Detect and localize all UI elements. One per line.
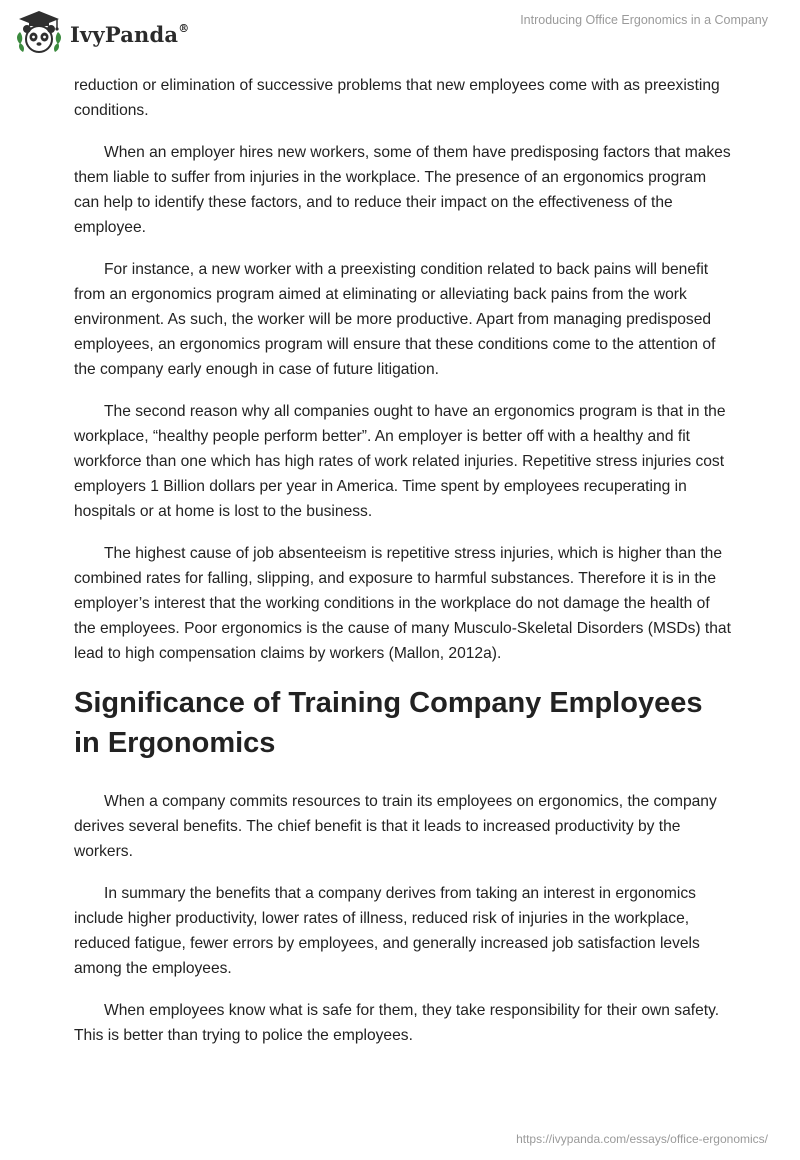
paragraph: The highest cause of job absenteeism is repetitive stress injuries, which is higher than the combined rates for falling, slipping, and exposure to harmful substances. Therefore it is in the employer’s interest that the working conditions in the workplace do not damage the health of the employees. Poor ergonomics is the cause of many Musculo-Skeletal Disorders (MSDs) that lead to high compensation claims by workers (Mallon, 2012a). [74,545,731,662]
paragraph: When an employer hires new workers, some of them have predisposing factors that makes them liable to suffer from injuries in the workplace. The presence of an ergonomics program can help to identify these factors, and to reduce their impact on the effectiveness of the employee. [74,144,731,236]
panda-graduate-icon [14,8,64,58]
paragraph: For instance, a new worker with a preexisting condition related to back pains will benefit from an ergonomics program aimed at eliminating or alleviating back pains from the work environment. As such, the worker will be more productive. Apart from managing predisposed employees, an ergonomics program will ensure that these conditions come to the attention of the company early enough in case of future litigation. [74,261,716,378]
essay-content [74,73,734,1065]
paragraph: When a company commits resources to train its employees on ergonomics, the company derives several benefits. The chief benefit is that it leads to increased productivity by the workers. [74,793,717,860]
brand-name: IvyPanda® [70,21,190,47]
paragraph: In summary the benefits that a company derives from taking an interest in ergonomics include higher productivity, lower rates of illness, reduced risk of injuries in the workplace, reduced fatigue, fewer errors by employees, and generally increased job satisfaction levels among the employees. [74,885,700,977]
paragraph-continued: reduction or elimination of successive problems that new employees come with as preexisting conditions. [74,77,720,119]
paragraph: When employees know what is safe for them, they take responsibility for their own safety. This is better than trying to police the employees. [74,1002,720,1044]
registered-mark: ® [178,21,190,35]
document-title: Introducing Office Ergonomics in a Company [520,13,768,27]
section-heading: Significance of Training Company Employees in Ergonomics [74,687,703,759]
page-header [0,0,800,70]
paragraph: The second reason why all companies ought to have an ergonomics program is that in the workplace, “healthy people perform better”. An employer is better off with a healthy and fit workforce than one which has high rates of work related injuries. Repetitive stress injuries cost employers 1 Billion dollars per year in America. Time spent by employees recuperating in hospitals or at home is lost to the business. [74,403,726,520]
ivypanda-logo[interactable] [14,8,189,58]
source-url-link[interactable]: https://ivypanda.com/essays/office-ergonomics/ [516,1132,768,1146]
